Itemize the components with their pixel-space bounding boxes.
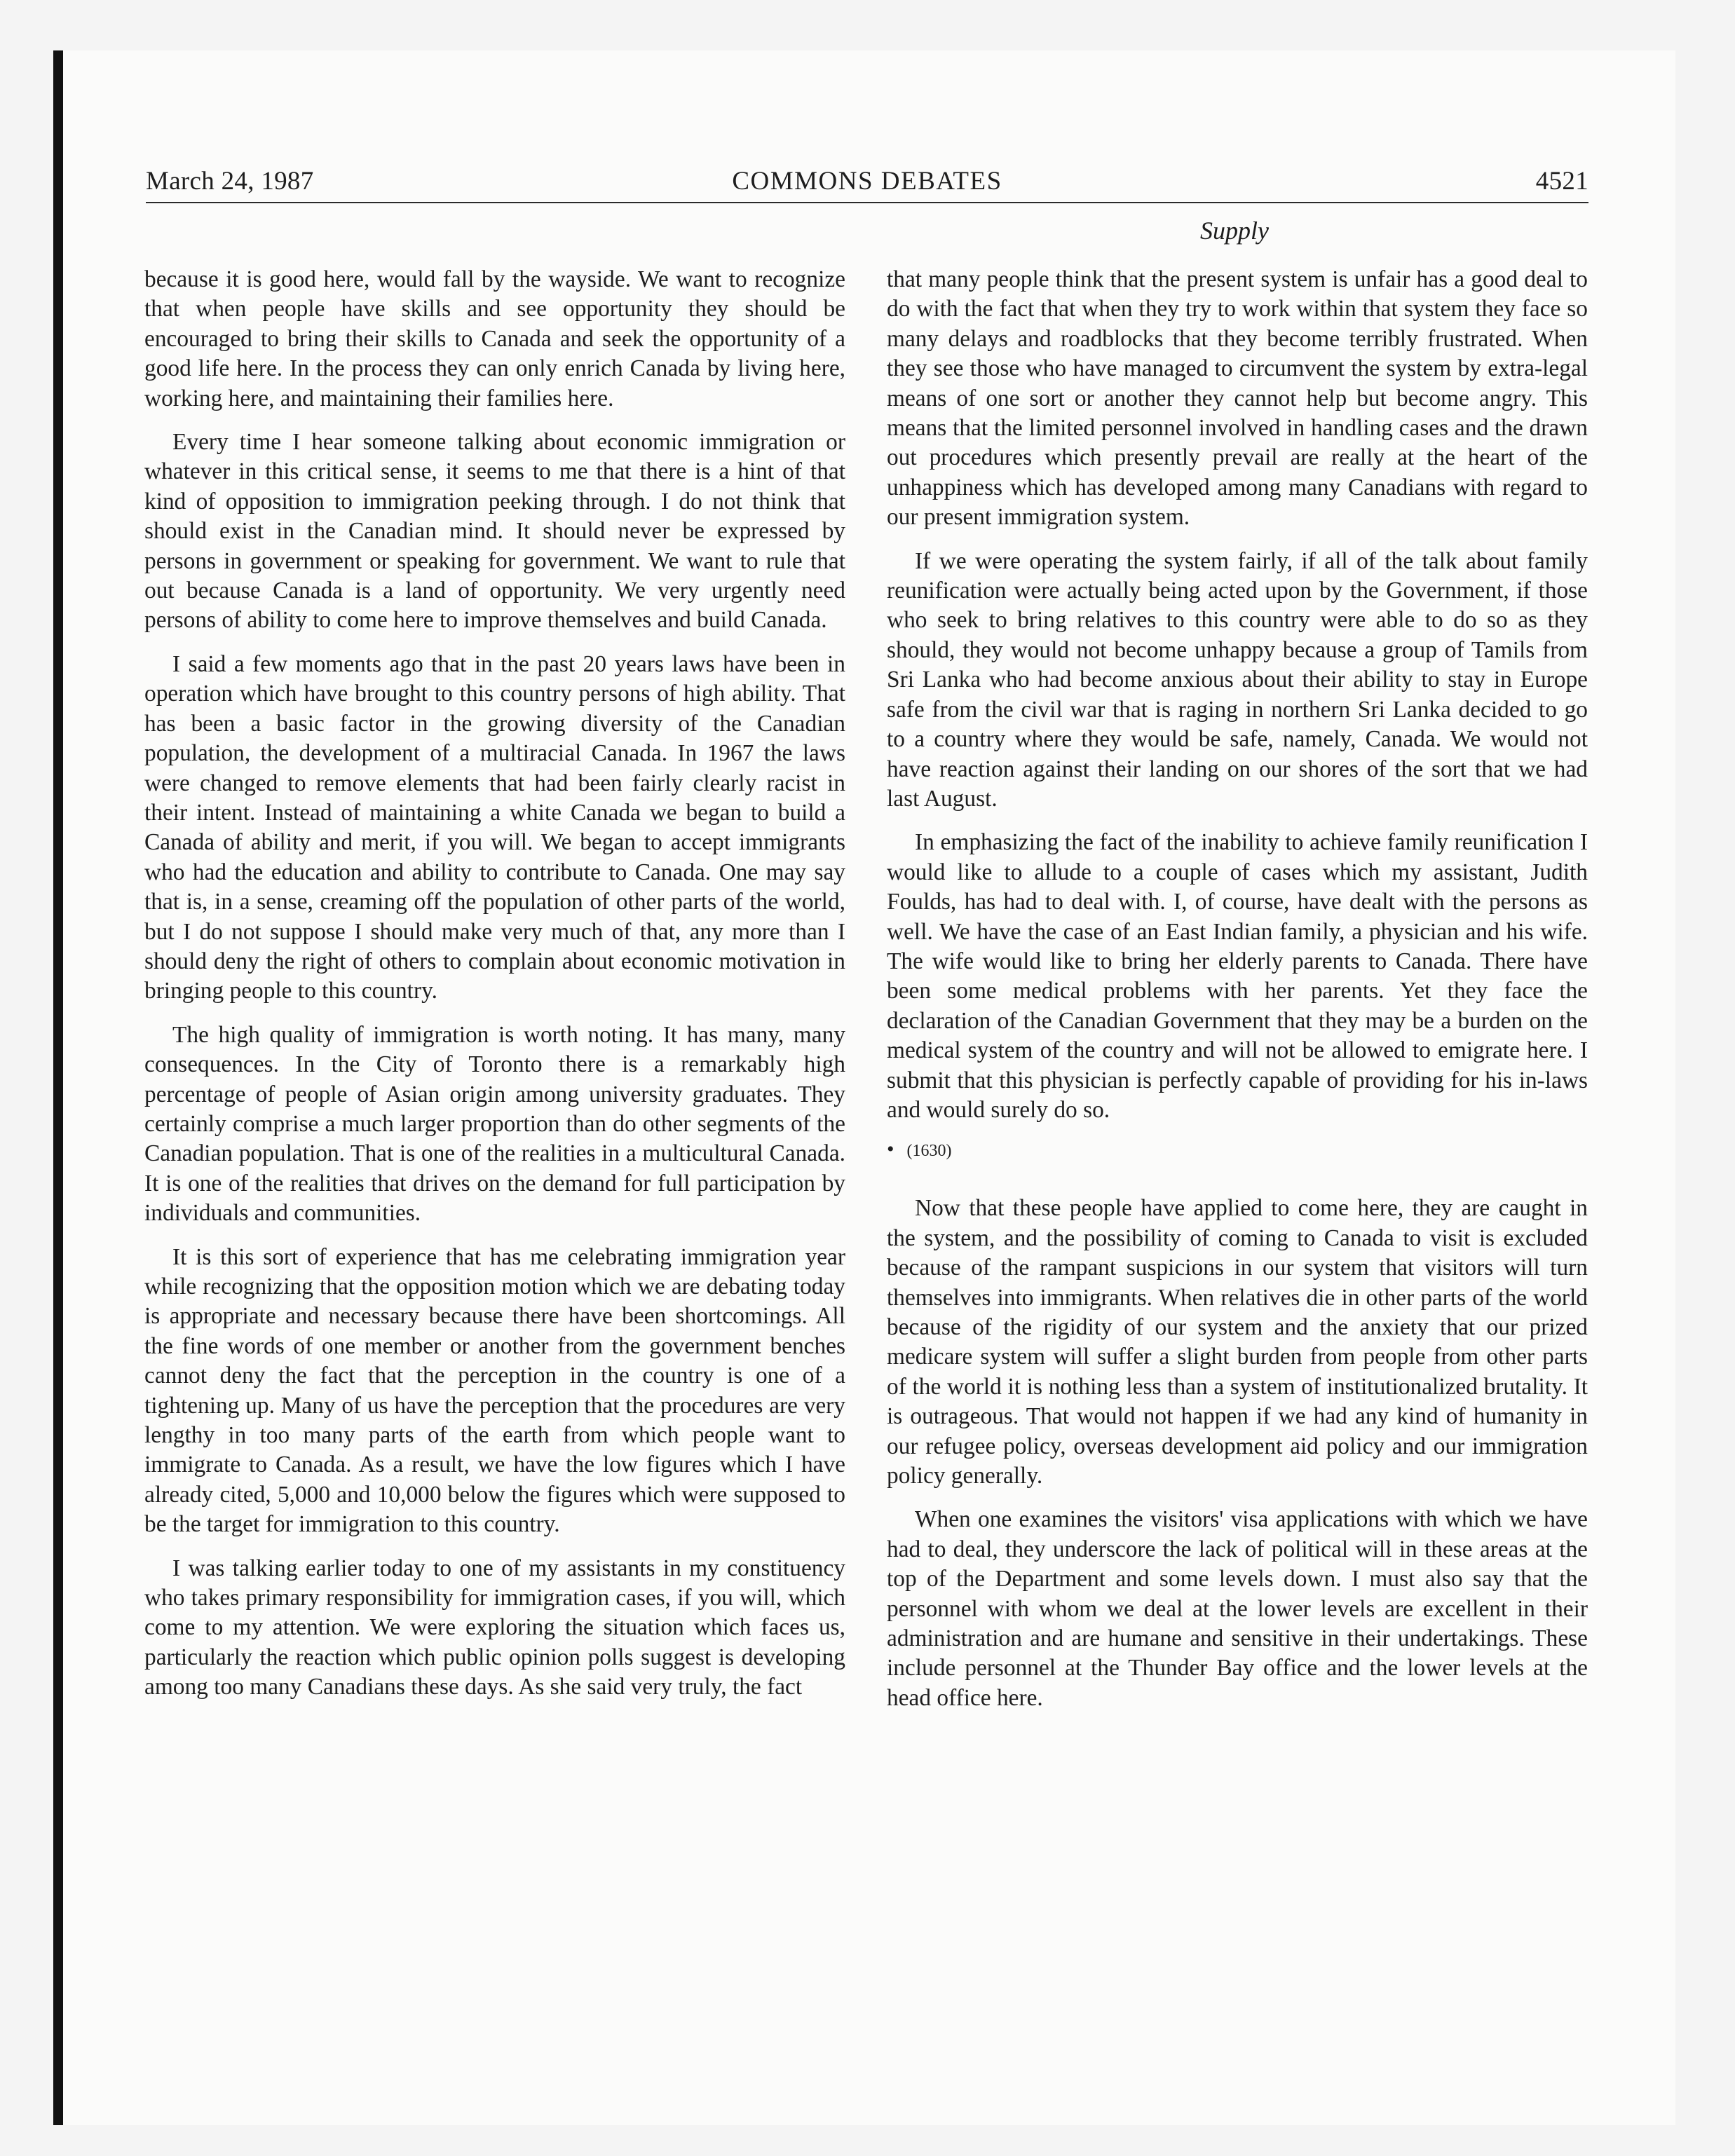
page-header: [146, 167, 1588, 199]
header-rule: [146, 202, 1588, 203]
paragraph: The high quality of immigration is worth noting. It has many, many consequences. In the City of Toronto there is a remarkably high percentage of people of Asian origin among university graduates. They certainly comprise a much larger proportion than do other segments of the Canadian population. That is one of the realities in a multicultural Canada. It is one of the realities that drives on the demand for full participation by individuals and communities.: [144, 1021, 845, 1227]
paragraph: Every time I hear someone talking about economic immigration or whatever in this critical sense, it seems to me that there is a hint of that kind of opposition to immigration peeking through. I do not think that should exist in the Canadian mind. It should never be expressed by persons in government or speaking for government. We want to rule that out because Canada is a land of opportunity. We very urgently need persons of ability to come here to improve themselves and build Canada.: [144, 429, 845, 634]
paragraph: I was talking earlier today to one of my assistants in my constituency who takes primary responsibility for immigration cases, if you will, which come to my attention. We were exploring the situation which faces us, particularly the reaction which public opinion polls suggest is developing among too many Canadians these days. As she said very truly, the fact: [144, 1555, 845, 1700]
bullet-icon: •: [887, 1138, 894, 1161]
header-publication: COMMONS DEBATES: [732, 167, 1002, 196]
paragraph: If we were operating the system fairly, if all of the talk about family reunification were actually being acted upon by the Government, if those who seek to bring relatives to this country were able to do so as they should, they would not become unhappy because a group of Tamils from Sri Lanka who had become anxious about their ability to stay in Europe safe from the civil war that is raging in northern Sri Lanka decided to go to a country where they would be safe, namely, Canada. We would not have reaction against their landing on our shores of the sort that we had last August.: [887, 547, 1588, 812]
header-date: March 24, 1987: [146, 167, 314, 196]
paragraph: because it is good here, would fall by the wayside. We want to recognize that when people have skills and see opportunity they should be encouraged to bring their skills to Canada and seek the opportunity of a good life here. In the process they can only enrich Canada by living here, working here, and maintaining their families here.: [144, 266, 845, 411]
paragraph: I said a few moments ago that in the past 20 years laws have been in operation which have brought to this country persons of high ability. That has been a basic factor in the growing diversity of the Canadian population, the development of a multiracial Canada. In 1967 the laws were changed to remove elements that had been fairly clearly racist in their intent. Instead of maintaining a white Canada we began to build a Canada of ability and merit, if you will. We began to accept immigrants who had the education and ability to contribute to Canada. One may say that is, in a sense, creaming off the population of other parts of the world, but I do not suppose I should make very much of that, any more than I should deny the right of others to complain about economic motivation in bringing people to this country.: [144, 650, 845, 1004]
time-marker: [887, 1139, 1588, 1161]
paragraph: Now that these people have applied to come here, they are caught in the system, and the possibility of coming to Canada to visit is excluded because of the rampant suspicions in our system that visitors will turn themselves into immigrants. When relatives die in other parts of the world because of the rigidity of our system and the anxiety that our prized medicare system will suffer a slight burden from people from other parts of the world it is nothing less than a system of institutionalized brutality. It is outrageous. That would not happen if we had any kind of humanity in our refugee policy, overseas development aid policy and our immigration policy generally.: [887, 1195, 1588, 1489]
scan-edge-bar: [53, 50, 63, 2125]
paragraph: When one examines the visitors' visa applications with which we have had to deal, they underscore the lack of political will in these areas at the top of the Department and some levels down. I must also say that the personnel with whom we deal at the lower levels are excellent in their administration and are humane and sensitive in their undertakings. These include personnel at the Thunder Bay office and the lower levels at the head office here.: [887, 1506, 1588, 1711]
paragraph: It is this sort of experience that has me celebrating immigration year while recognizing that the opposition motion which we are debating today is appropriate and necessary because there have been shortcomings. All the fine words of one member or another from the government benches cannot deny the fact that the perception in the country is one of a tightening up. Many of us have the perception that the procedures are very lengthy in too many parts of the earth from which people want to immigrate to Canada. As a result, we have the low figures which I have already cited, 5,000 and 10,000 below the figures which were supposed to be the target for immigration to this country.: [144, 1243, 845, 1538]
section-title: Supply: [1200, 217, 1269, 245]
time-marker-label: (1630): [906, 1142, 952, 1161]
right-column: [887, 265, 1588, 1727]
paragraph: In emphasizing the fact of the inability to achieve family reunification I would like to allude to a couple of cases which my assistant, Judith Foulds, has had to deal with. I, of course, have dealt with the persons as well. We have the case of an East Indian family, a physician and his wife. The wife would like to bring her elderly parents to Canada. There have been some medical problems with her parents. Yet they face the declaration of the Canadian Government that they may be a burden on the medical system of the country and will not be allowed to emigrate here. I submit that this physician is perfectly capable of providing for his in-laws and would surely do so.: [887, 829, 1588, 1123]
left-column: [144, 265, 845, 1717]
header-page-number: 4521: [1535, 167, 1588, 196]
paragraph: that many people think that the present system is unfair has a good deal to do with the fact that when they try to work within that system they face so many delays and roadblocks that they become terribly frustrated. When they see those who have managed to circumvent the system by extra-legal means of one sort or another they cannot help but become angry. This means that the limited personnel involved in handling cases and the drawn out procedures which presently prevail are really at the heart of the unhappiness which has developed among many Canadians with regard to our present immigration system.: [887, 266, 1588, 531]
